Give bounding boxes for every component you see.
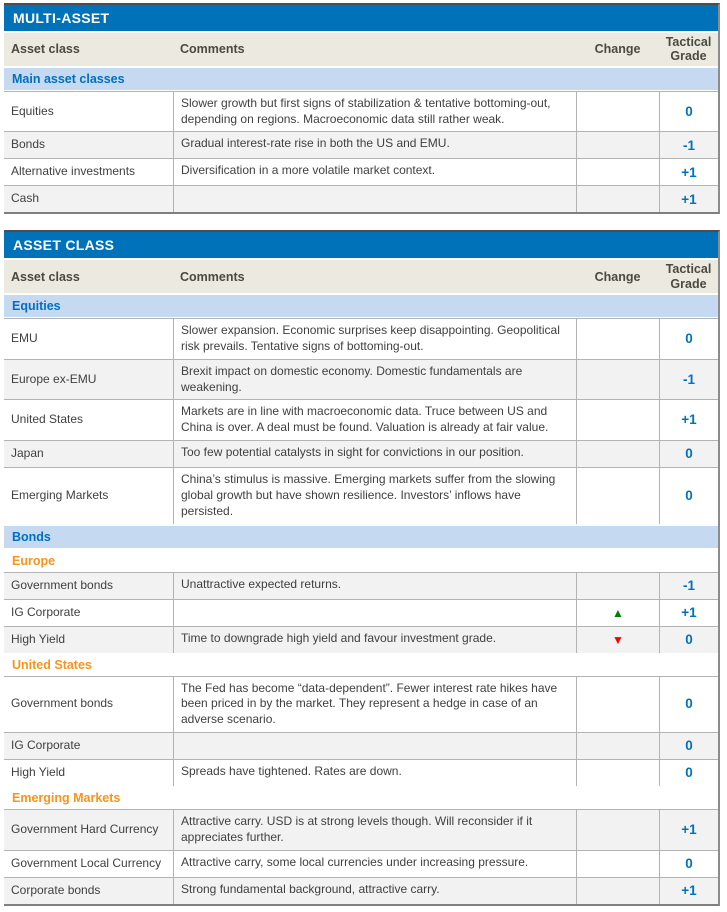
table-row xyxy=(4,850,718,877)
tactical-grade-cell: 0 xyxy=(659,468,718,523)
tactical-grade-cell: 0 xyxy=(659,92,718,132)
change-cell xyxy=(576,468,659,523)
table-row xyxy=(4,626,718,653)
tactical-grade-cell: 0 xyxy=(659,760,718,786)
table-row xyxy=(4,599,718,626)
asset-class-cell: High Yield xyxy=(11,631,66,646)
section-header-row xyxy=(4,66,718,91)
tactical-grade-cell: 0 xyxy=(659,319,718,359)
column-header-change: Change xyxy=(594,269,641,284)
section-header-row xyxy=(4,524,718,549)
change-cell xyxy=(576,132,659,158)
comment-cell: Diversification in a more volatile market context. xyxy=(173,159,576,185)
asset-class-cell: IG Corporate xyxy=(11,738,81,753)
tactical-grade-cell: +1 xyxy=(659,810,718,850)
asset-class-cell: High Yield xyxy=(11,765,66,780)
tactical-grade-cell: -1 xyxy=(659,360,718,400)
tactical-grade-cell: +1 xyxy=(659,159,718,185)
change-cell xyxy=(576,810,659,850)
asset-class-cell: Equities xyxy=(11,103,54,118)
change-cell xyxy=(576,319,659,359)
comment-cell: The Fed has become “data-dependent”. Fewer interest rate hikes have been priced in by the market. They represent a hedge in case of an adverse scenario. xyxy=(173,677,576,732)
asset-class-cell: Cash xyxy=(11,191,40,206)
asset-class-cell: EMU xyxy=(11,331,38,346)
subsection-label: Emerging Markets xyxy=(12,791,121,806)
asset-allocation-table xyxy=(4,230,720,905)
column-header-comments: Comments xyxy=(180,42,245,57)
section-label: Equities xyxy=(12,299,61,314)
section-header-row xyxy=(4,293,718,318)
comment-cell xyxy=(173,600,576,626)
change-cell xyxy=(576,441,659,467)
subsection-header-row xyxy=(4,786,718,809)
table-title: MULTI-ASSET xyxy=(13,10,110,26)
tactical-grade-cell: 0 xyxy=(659,677,718,732)
table-row xyxy=(4,440,718,467)
asset-class-cell: Alternative investments xyxy=(11,164,136,179)
table-title: ASSET CLASS xyxy=(13,237,115,254)
tactical-grade-cell: +1 xyxy=(659,878,718,904)
change-cell xyxy=(576,159,659,185)
column-header-asset-class: Asset class xyxy=(11,42,80,57)
change-cell xyxy=(576,573,659,599)
comment-cell: Strong fundamental background, attractive carry. xyxy=(173,878,576,904)
change-cell xyxy=(576,400,659,440)
table-row xyxy=(4,91,718,132)
comment-cell: Gradual interest-rate rise in both the US and EMU. xyxy=(173,132,576,158)
tactical-grade-cell: +1 xyxy=(659,400,718,440)
comment-cell xyxy=(173,186,576,212)
asset-class-cell: Corporate bonds xyxy=(11,882,101,897)
table-row xyxy=(4,131,718,158)
change-arrow-icon: ▼ xyxy=(612,632,624,647)
change-cell xyxy=(576,851,659,877)
asset-class-cell: Government Hard Currency xyxy=(11,822,159,836)
column-header-comments: Comments xyxy=(180,269,245,284)
change-cell xyxy=(576,677,659,732)
table-row xyxy=(4,158,718,185)
comment-cell: Brexit impact on domestic economy. Domestic fundamentals are weakening. xyxy=(173,360,576,400)
comment-cell: Spreads have tightened. Rates are down. xyxy=(173,760,576,786)
change-cell xyxy=(576,92,659,132)
table-row xyxy=(4,809,718,850)
tactical-grade-cell: -1 xyxy=(659,132,718,158)
table-rows xyxy=(4,293,718,904)
table-row xyxy=(4,318,718,359)
asset-class-cell: Europe ex-EMU xyxy=(11,371,97,386)
comment-cell: Attractive carry. USD is at strong levels though. Will reconsider if it appreciates further. xyxy=(173,810,576,850)
table-row xyxy=(4,676,718,732)
comment-cell: Time to downgrade high yield and favour investment grade. xyxy=(173,627,576,653)
change-cell xyxy=(576,360,659,400)
subsection-header-row xyxy=(4,653,718,676)
table-row xyxy=(4,732,718,759)
tactical-grade-cell: +1 xyxy=(659,600,718,626)
tactical-grade-cell: 0 xyxy=(659,851,718,877)
column-header-change: Change xyxy=(594,42,641,57)
table-title-bar xyxy=(4,232,718,258)
asset-class-cell: Government bonds xyxy=(11,577,114,592)
tactical-grade-cell: 0 xyxy=(659,733,718,759)
subsection-label: Europe xyxy=(12,553,56,568)
change-cell xyxy=(576,760,659,786)
column-header-tactical-grade: Tactical Grade xyxy=(665,35,712,64)
table-rows xyxy=(4,66,718,213)
asset-allocation-table xyxy=(4,3,720,214)
table-row xyxy=(4,759,718,786)
asset-class-cell: Emerging Markets xyxy=(11,487,109,502)
asset-class-cell: Government Local Currency xyxy=(11,855,162,870)
change-cell xyxy=(576,627,659,653)
table-row xyxy=(4,185,718,212)
asset-class-cell: IG Corporate xyxy=(11,604,81,619)
comment-cell: Too few potential catalysts in sight for convictions in our position. xyxy=(173,441,576,467)
change-cell xyxy=(576,733,659,759)
change-cell xyxy=(576,186,659,212)
table-row xyxy=(4,399,718,440)
table-row xyxy=(4,359,718,400)
subsection-header-row xyxy=(4,549,718,572)
asset-class-cell: United States xyxy=(11,412,84,427)
change-cell xyxy=(576,600,659,626)
section-label: Bonds xyxy=(12,529,51,544)
comment-cell: Markets are in line with macroeconomic data. Truce between US and China is over. A deal must be found. Valuation is already at fair value. xyxy=(173,400,576,440)
table-row xyxy=(4,467,718,523)
comment-cell: China’s stimulus is massive. Emerging markets suffer from the slowing global growth but have shown resilience. Investors’ inflows have persisted. xyxy=(173,468,576,523)
comment-cell: Slower growth but first signs of stabilization & tentative bottoming-out, depending on regions. Macroeconomic data still rather weak. xyxy=(173,92,576,132)
comment-cell: Attractive carry, some local currencies under increasing pressure. xyxy=(173,851,576,877)
table-title-bar xyxy=(4,5,718,31)
comment-cell xyxy=(173,733,576,759)
column-header-asset-class: Asset class xyxy=(11,269,80,284)
tactical-grade-cell: 0 xyxy=(659,441,718,467)
asset-class-cell: Government bonds xyxy=(11,696,114,711)
table-row xyxy=(4,572,718,599)
table-row xyxy=(4,877,718,904)
tactical-grade-cell: -1 xyxy=(659,573,718,599)
change-arrow-icon: ▲ xyxy=(612,605,624,620)
section-label: Main asset classes xyxy=(12,71,125,86)
column-header-row xyxy=(4,258,718,293)
tactical-grade-cell: +1 xyxy=(659,186,718,212)
tactical-grade-cell: 0 xyxy=(659,627,718,653)
column-header-tactical-grade: Tactical Grade xyxy=(665,262,712,291)
asset-class-cell: Bonds xyxy=(11,137,46,152)
column-header-row xyxy=(4,31,718,66)
comment-cell: Unattractive expected returns. xyxy=(173,573,576,599)
comment-cell: Slower expansion. Economic surprises keep disappointing. Geopolitical risk prevails. Tentative signs of bottoming-out. xyxy=(173,319,576,359)
change-cell xyxy=(576,878,659,904)
subsection-label: United States xyxy=(12,657,92,672)
asset-class-cell: Japan xyxy=(11,446,44,461)
